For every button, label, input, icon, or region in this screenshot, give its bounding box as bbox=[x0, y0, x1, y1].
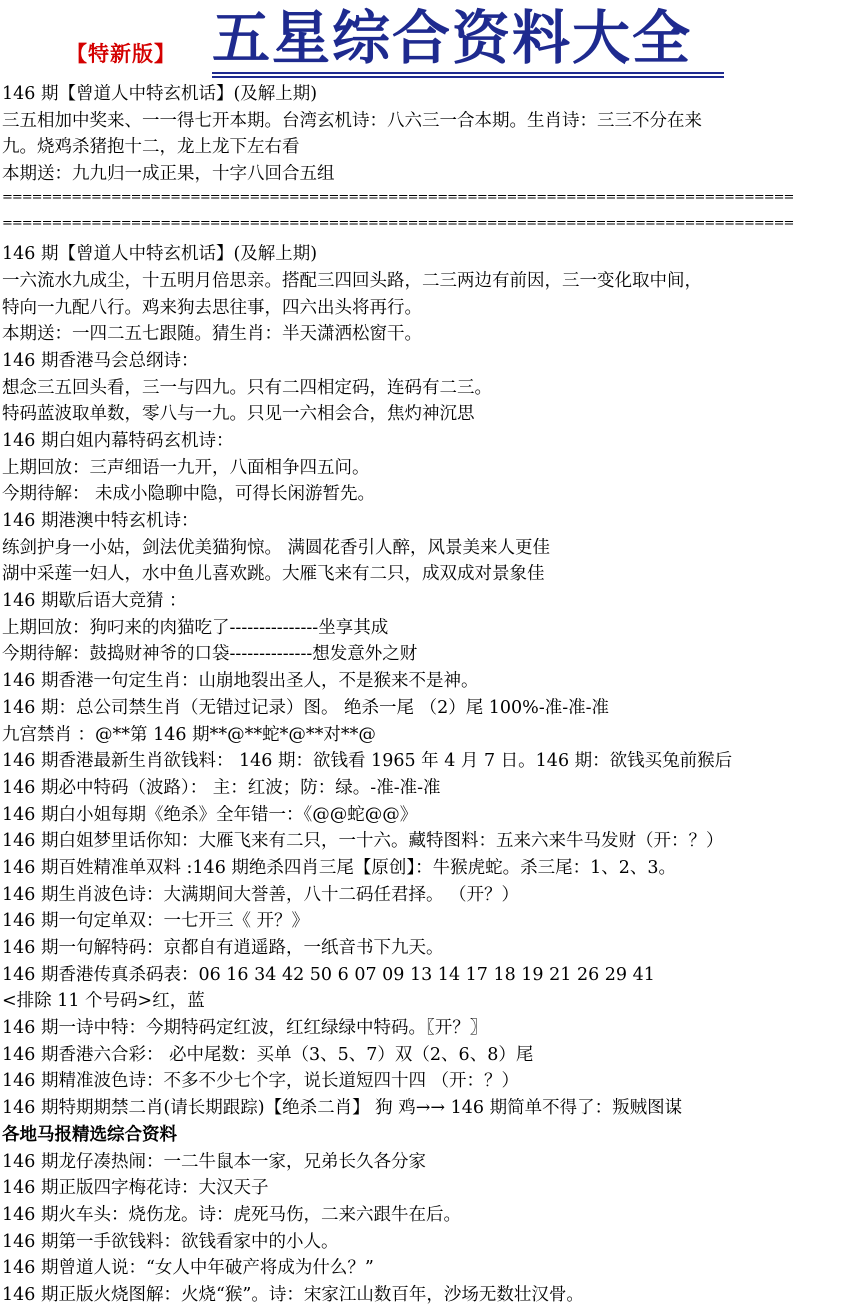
text-line: 九宫禁肖 ：@**第 146 期**@**蛇*@**对**@ bbox=[2, 724, 376, 745]
text-line: 146 期香港最新生肖欲钱料： 146 期：欲钱看 1965 年 4 月 7 日。146 期：欲钱买兔前猴后 bbox=[2, 751, 733, 772]
text-line: 146 期特期期禁二肖(请长期跟踪)【绝杀二肖】 狗 鸡→→ 146 期简单不得了：叛贼图谋 bbox=[2, 1098, 683, 1119]
text-line: 146 期火车头：烧伤龙。诗：虎死马伤，二来六跟牛在后。 bbox=[2, 1204, 461, 1225]
text-line: 146 期香港一句定生肖：山崩地裂出圣人，不是猴来不是神。 bbox=[2, 671, 479, 692]
text-line: 特向一九配八行。鸡来狗去思往事，四六出头将再行。 bbox=[2, 297, 422, 318]
title-underline bbox=[212, 72, 724, 74]
document-body bbox=[2, 81, 852, 1309]
text-line: 146 期香港六合彩： 必中尾数：买单（3、5、7）双（2、6、8）尾 bbox=[2, 1044, 534, 1065]
text-line: 湖中采莲一妇人，水中鱼儿喜欢跳。大雁飞来有二只，成双成对景象佳 bbox=[2, 564, 545, 585]
title-underline bbox=[212, 76, 724, 78]
text-line: 146 期一句解特码：京都自有逍遥路，一纸音书下九天。 bbox=[2, 938, 444, 958]
text-line: 146 期：总公司禁生肖（无错过记录）图。 绝杀一尾 （2）尾 100%-准-准-准 bbox=[2, 697, 610, 718]
separator-line: ================================================================================ bbox=[2, 216, 794, 232]
text-line: 上期回放：狗叼来的肉猫吃了---------------坐享其成 bbox=[2, 617, 389, 638]
text-line: 今期待解：鼓捣财神爷的口袋--------------想发意外之财 bbox=[2, 644, 418, 665]
document-header bbox=[0, 0, 854, 80]
text-line: 146 期香港马会总纲诗： bbox=[2, 350, 199, 371]
text-line: <排除 11 个号码>红，蓝 bbox=[2, 991, 205, 1012]
text-line: 146 期歇后语大竞猜 ： bbox=[2, 591, 187, 612]
text-line: 想念三五回头看，三一与四九。只有二四相定码，连码有二三。 bbox=[2, 377, 492, 398]
text-line: 146 期白姐梦里话你知：大雁飞来有二只，一十六。藏特图料：五来六来牛马发财（开：？） bbox=[2, 831, 724, 852]
section-heading: 各地马报精选综合资料 bbox=[2, 1124, 177, 1145]
text-line: 本期送：九九归一成正果，十字八回合五组 bbox=[2, 164, 335, 185]
page-title: 五星综合资料大全 bbox=[212, 4, 693, 72]
text-line: 上期回放：三声细语一九开，八面相争四五问。 bbox=[2, 457, 370, 478]
text-line: 146 期生肖波色诗：大满期间大誉善，八十二码任君择。 （开？） bbox=[2, 884, 520, 905]
text-line: 146 期一诗中特：今期特码定红波，红红绿绿中特码。〖开？〗 bbox=[2, 1018, 488, 1039]
text-line: 特码蓝波取单数，零八与一九。只见一六相会合，焦灼神沉思 bbox=[2, 404, 475, 425]
text-line: 146 期香港传真杀码表：06 16 34 42 50 6 07 09 13 14 17 18 19 21 26 29 41 bbox=[2, 964, 655, 985]
text-line: 146 期白小姐每期《绝杀》全年错一：《@@蛇@@》 bbox=[2, 804, 418, 825]
text-line: 146 期正版火烧图解：火烧“猴”。诗：宋家江山数百年，沙场无数壮汉骨。 bbox=[2, 1284, 584, 1305]
text-line: 146 期正版四字梅花诗：大汉天子 bbox=[2, 1178, 269, 1199]
text-line: 今期待解： 未成小隐聊中隐，可得长闲游暂先。 bbox=[2, 484, 376, 505]
edition-badge: 【特新版】 bbox=[66, 41, 176, 66]
text-line: 本期送：一四二五七跟随。猜生肖：半天潇洒松窗干。 bbox=[2, 324, 422, 345]
text-line: 146 期必中特码（波路）： 主：红波；防：绿。-准-准-准 bbox=[2, 777, 441, 798]
text-line: 九。烧鸡杀猪抱十二，龙上龙下左右看 bbox=[2, 137, 300, 158]
text-line: 146 期【曾道人中特玄机话】(及解上期) bbox=[2, 84, 318, 104]
text-line: 练剑护身一小姑，剑法优美猫狗惊。 满圆花香引人醉，风景美来人更佳 bbox=[2, 537, 551, 558]
text-line: 146 期精准波色诗：不多不少七个字，说长道短四十四 （开：？） bbox=[2, 1071, 520, 1092]
text-line: 146 期龙仔凑热闹：一二牛鼠本一家，兄弟长久各分家 bbox=[2, 1151, 426, 1172]
text-line: 三五相加中奖来、一一得七开本期。台湾玄机诗：八六三一合本期。生肖诗：三三不分在来 bbox=[2, 110, 702, 131]
text-line: 146 期【曾道人中特玄机话】(及解上期) bbox=[2, 244, 318, 265]
text-line: 146 期白姐内幕特码玄机诗： bbox=[2, 430, 234, 451]
text-line: 146 期百姓精准单双料 :146 期绝杀四肖三尾【原创】：牛猴虎蛇。杀三尾：1、2、3。 bbox=[2, 857, 677, 878]
text-line: 146 期港澳中特玄机诗： bbox=[2, 511, 199, 531]
text-line: 146 期曾道人说：“女人中年破产将成为什么？” bbox=[2, 1258, 374, 1279]
text-line: 146 期一句定单双：一七开三《 开？》 bbox=[2, 911, 310, 932]
separator-line: ================================================================================ bbox=[2, 189, 794, 205]
text-line: 146 期第一手欲钱料：欲钱看家中的小人。 bbox=[2, 1231, 339, 1252]
text-line: 一六流水九成尘，十五明月倍思亲。搭配三四回头路，二三两边有前因，三一变化取中间， bbox=[2, 270, 702, 291]
